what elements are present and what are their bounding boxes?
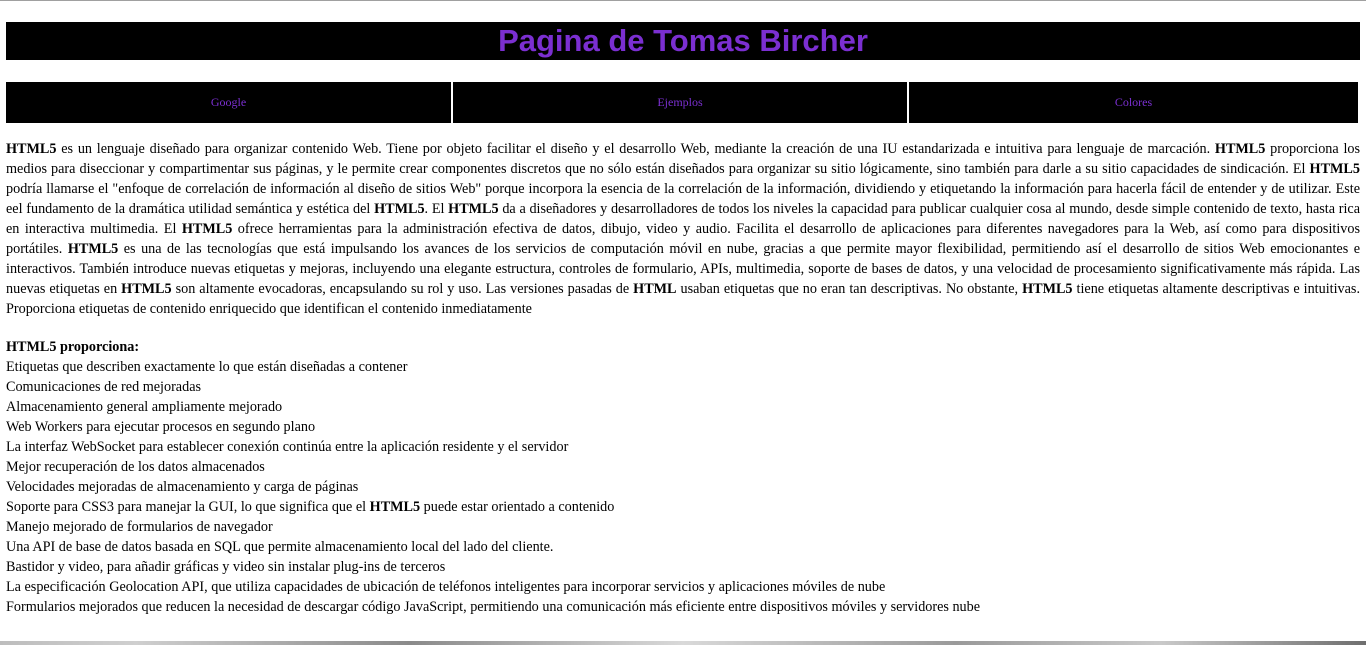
intro-text: podría llamarse el "enfoque de correlación de información al diseño de sitios Web" porque incorpora la esencia de la correlación de la información, dividiendo y etiquetando la información para hacerla fácil de entender y de utilizar. Este eel fundamento de la dramática utilidad semántica y estética del (6, 181, 1360, 217)
nav-link-ejemplos[interactable]: Ejemplos (453, 82, 907, 123)
feature-item: Almacenamiento general ampliamente mejorado (6, 399, 283, 415)
features-list (6, 357, 1360, 617)
intro-bold: HTML5 (1022, 281, 1073, 297)
intro-bold: HTML5 (67, 241, 119, 257)
feature-item-text: Soporte para CSS3 para manejar la GUI, lo que significa que el (6, 499, 370, 515)
feature-item-bold: HTML5 (369, 499, 421, 515)
intro-text: tiene etiquetas altamente descriptivas e intuitivas. Proporciona etiquetas de contenido enriquecido que identifican el contenido inmediatamente (6, 281, 1360, 317)
feature-item: Comunicaciones de red mejoradas (6, 379, 202, 395)
feature-item: Formularios mejorados que reducen la necesidad de descargar código JavaScript, permitiendo una comunicación más eficiente entre dispositivos móviles y servidores nube (6, 599, 981, 615)
intro-text: es un lenguaje diseñado para organizar contenido Web. Tiene por objeto facilitar el diseño y el desarrollo Web, mediante la creación de una IU estandarizada e intuitiva para lenguaje de marcación. (56, 141, 1215, 157)
intro-bold: HTML5 (448, 201, 499, 217)
nav-link-google[interactable]: Google (6, 82, 451, 123)
feature-item: Manejo mejorado de formularios de navegador (6, 519, 273, 535)
intro-text: usaban etiquetas que no eran tan descriptivas. No obstante, (676, 281, 1023, 297)
feature-item: Mejor recuperación de los datos almacenados (6, 459, 265, 475)
feature-item: Velocidades mejoradas de almacenamiento y carga de páginas (6, 479, 359, 495)
intro-text: es una de las tecnologías que está impulsando los avances de los servicios de computación móvil en nube, gracias a que permite mayor flexibilidad, permitiendo así el desarrollo de sitios Web emocionantes e interactivos. También introduce nuevas etiquetas y mejoras, incluyendo una elegante estructura, controles de formulario, APIs, multimedia, soporte de bases de datos, y una velocidad de procesamiento significativamente más rápida. Las nuevas etiquetas en (6, 241, 1360, 297)
nav-bar (6, 82, 1358, 123)
intro-text: proporciona los medios para diseccionar y compartimentar sus páginas, y le permite crear componentes discretos que no sólo están diseñados para organizar su sitio lógicamente, sino también para darle a su sitio capacidades de sindicación. El (6, 141, 1361, 177)
feature-item: Web Workers para ejecutar procesos en segundo plano (6, 419, 316, 435)
features-title: HTML5 proporciona: (6, 339, 140, 355)
page-title: Pagina de Tomas Bircher (498, 23, 868, 58)
feature-item: Bastidor y video, para añadir gráficas y video sin instalar plug-ins de terceros (6, 559, 446, 575)
intro-bold: HTML5 (181, 221, 233, 237)
window-top-border (0, 0, 1366, 1)
intro-bold: HTML5 (1309, 161, 1360, 177)
intro-bold: HTML (633, 281, 677, 297)
feature-item: Una API de base de datos basada en SQL que permite almacenamiento local del lado del cliente. (6, 539, 554, 555)
feature-item (6, 497, 1360, 517)
feature-item: Etiquetas que describen exactamente lo que están diseñadas a contener (6, 359, 408, 375)
page-header (6, 22, 1360, 60)
intro-bold: HTML5 (1214, 141, 1266, 157)
intro-paragraph (6, 139, 1360, 319)
feature-item-text: puede estar orientado a contenido (420, 499, 615, 515)
intro-bold: HTML5 (374, 201, 425, 217)
main-content (6, 139, 1360, 617)
intro-text: da a diseñadores y desarrolladores de todos los niveles la capacidad para publicar cualquier cosa al mundo, desde simple contenido de texto, hasta rica en interactiva multimedia. El (6, 201, 1361, 237)
feature-item: La interfaz WebSocket para establecer conexión continúa entre la aplicación residente y el servidor (6, 439, 569, 455)
background-image-strip (0, 641, 1366, 645)
intro-bold: HTML5 (121, 281, 172, 297)
nav-link-colores[interactable]: Colores (909, 82, 1358, 123)
feature-item: La especificación Geolocation API, que utiliza capacidades de ubicación de teléfonos inteligentes para incorporar servicios y aplicaciones móviles de nube (6, 579, 886, 595)
intro-text: son altamente evocadoras, encapsulando su rol y uso. Las versiones pasadas de (171, 281, 634, 297)
intro-text: ofrece herramientas para la administración efectiva de datos, dibujo, video y audio. Facilita el desarrollo de aplicaciones para diferentes navegadores para la Web, así como para dispositivos portátiles. (6, 221, 1360, 257)
intro-bold: HTML5 (6, 141, 57, 157)
intro-text: . El (424, 201, 449, 217)
